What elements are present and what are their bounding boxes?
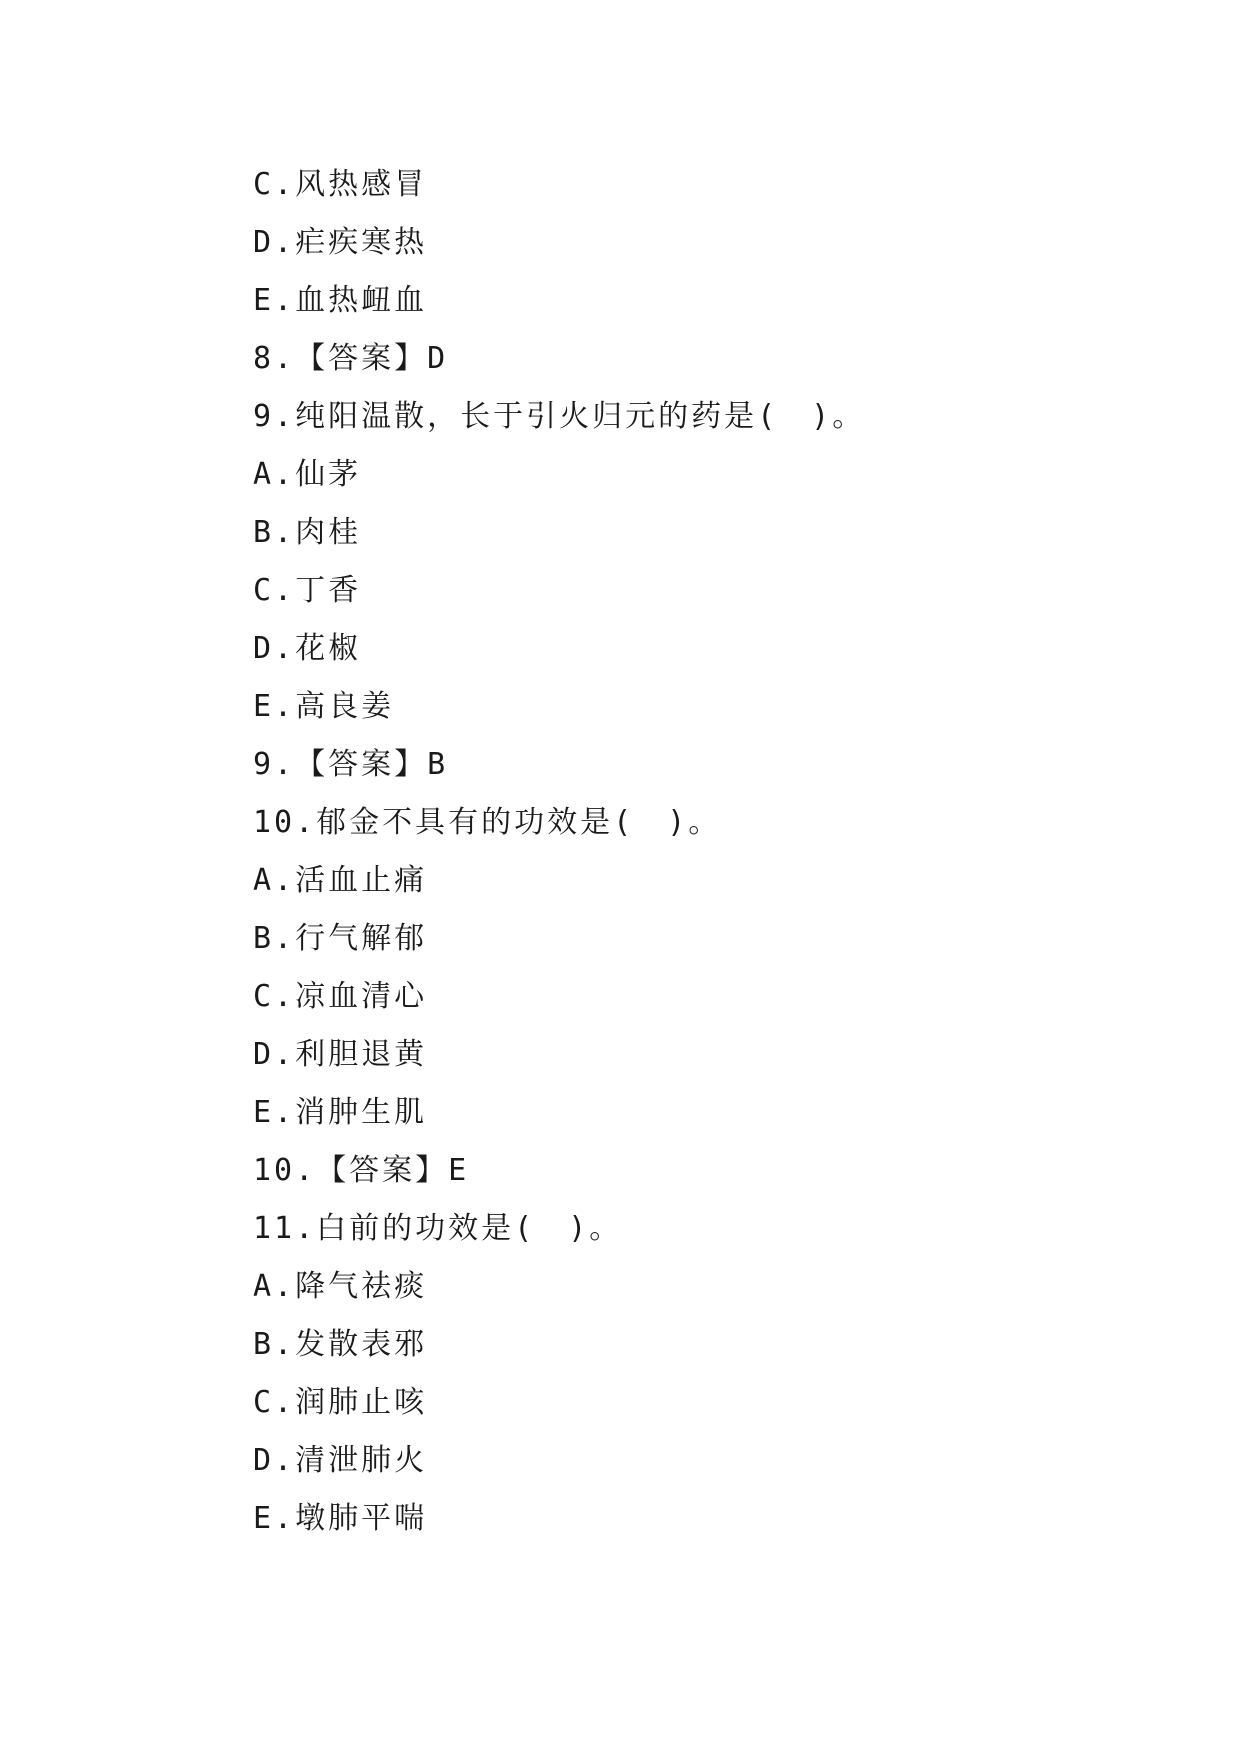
option-line: D.利胆退黄 xyxy=(253,1037,428,1072)
option-line: B.肉桂 xyxy=(253,515,362,550)
answer-line: 8.【答案】D xyxy=(253,341,449,376)
option-line: A.仙茅 xyxy=(253,457,362,492)
option-line: D.清泄肺火 xyxy=(253,1443,428,1478)
option-line: A.活血止痛 xyxy=(253,863,428,898)
option-line: E.高良姜 xyxy=(253,689,395,724)
option-line: D.花椒 xyxy=(253,631,362,666)
option-line: E.墩肺平喘 xyxy=(253,1501,428,1536)
option-line: E.消肿生肌 xyxy=(253,1095,428,1130)
question-line: 9.纯阳温散，长于引火归元的药是( )。 xyxy=(253,399,866,434)
document-body xyxy=(253,156,1153,1548)
option-line: C.丁香 xyxy=(253,573,362,608)
option-line: A.降气祛痰 xyxy=(253,1269,428,1304)
option-line: B.发散表邪 xyxy=(253,1327,428,1362)
option-line: C.凉血清心 xyxy=(253,979,428,1014)
question-line: 10.郁金不具有的功效是( )。 xyxy=(253,805,722,840)
option-line: E.血热衄血 xyxy=(253,283,428,318)
option-line: D.疟疾寒热 xyxy=(253,225,428,260)
option-line: B.行气解郁 xyxy=(253,921,428,956)
option-line: C.润肺止咳 xyxy=(253,1385,428,1420)
answer-line: 10.【答案】E xyxy=(253,1153,470,1188)
question-line: 11.白前的功效是( )。 xyxy=(253,1211,623,1246)
option-line: C.风热感冒 xyxy=(253,167,428,202)
answer-line: 9.【答案】B xyxy=(253,747,449,782)
